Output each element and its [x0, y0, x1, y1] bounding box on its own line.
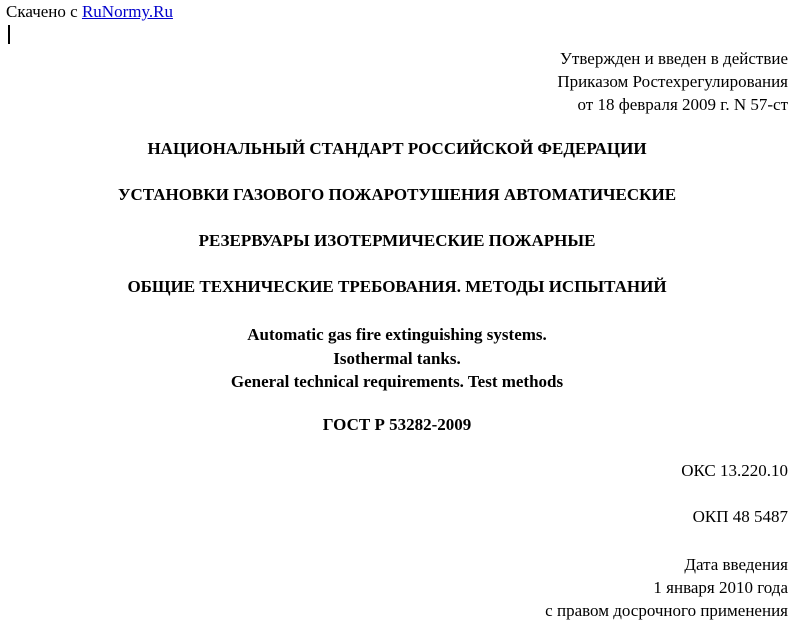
introduction-date: 1 января 2010 года: [653, 578, 788, 597]
installations-title: УСТАНОВКИ ГАЗОВОГО ПОЖАРОТУШЕНИЯ АВТОМАТИЧЕСКИЕ: [117, 185, 677, 204]
approval-line-1: Утвержден и введен в действие: [559, 49, 788, 68]
english-title-block: [0, 323, 794, 394]
standard-number: ГОСТ Р 53282-2009: [322, 415, 472, 434]
downloaded-prefix: Скачено с: [6, 2, 82, 21]
text-cursor: [8, 25, 10, 44]
english-title-line-2: Isothermal tanks.: [333, 348, 461, 368]
runormy-link[interactable]: RuNormy.Ru: [81, 2, 173, 21]
english-title-line-1: Automatic gas fire extinguishing systems.: [247, 325, 547, 344]
introduction-label: Дата введения: [684, 555, 788, 574]
english-title-line-3: General technical requirements. Test methods: [230, 372, 564, 391]
approval-line-2: Приказом Ростехрегулирования: [557, 72, 788, 91]
approval-block: [557, 47, 788, 116]
requirements-title: ОБЩИЕ ТЕХНИЧЕСКИЕ ТРЕБОВАНИЯ. МЕТОДЫ ИСПЫТАНИЙ: [127, 277, 667, 296]
okp-code: ОКП 48 5487: [692, 507, 788, 526]
introduction-note: с правом досрочного применения: [545, 601, 788, 620]
approval-line-3: от 18 февраля 2009 г. N 57-ст: [577, 95, 788, 114]
oks-code: ОКС 13.220.10: [681, 461, 788, 480]
national-standard-title: НАЦИОНАЛЬНЫЙ СТАНДАРТ РОССИЙСКОЙ ФЕДЕРАЦИИ: [147, 139, 647, 158]
downloaded-from-line: [6, 2, 173, 22]
tanks-title: РЕЗЕРВУАРЫ ИЗОТЕРМИЧЕСКИЕ ПОЖАРНЫЕ: [198, 231, 596, 250]
introduction-date-block: [545, 553, 788, 622]
